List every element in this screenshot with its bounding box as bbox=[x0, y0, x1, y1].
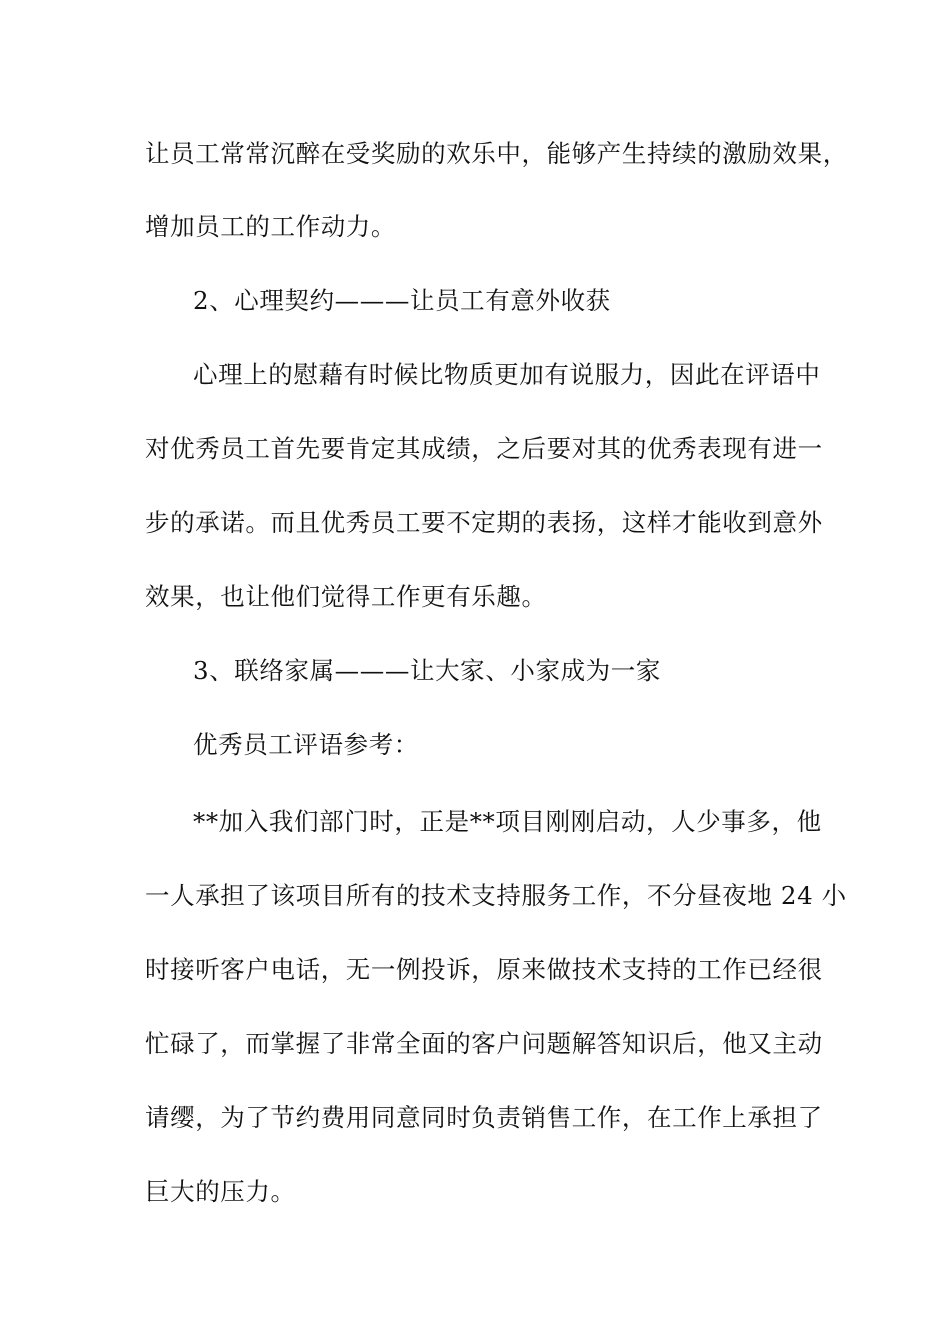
paragraph-line: 请缨，为了节约费用同意同时负责销售工作，在工作上承担了 bbox=[145, 1103, 823, 1132]
paragraph-line: 心理上的慰藉有时候比物质更加有说服力，因此在评语中 bbox=[193, 360, 821, 389]
paragraph-line: 一人承担了该项目所有的技术支持服务工作，不分昼夜地 24 小 bbox=[145, 881, 847, 910]
paragraph-line: 让员工常常沉醉在受奖励的欢乐中，能够产生持续的激励效果， bbox=[145, 139, 848, 168]
paragraph-line: 对优秀员工首先要肯定其成绩，之后要对其的优秀表现有进一 bbox=[145, 434, 823, 463]
paragraph-line: 步的承诺。而且优秀员工要不定期的表扬，这样才能收到意外 bbox=[145, 508, 823, 537]
section-heading: 2、心理契约———让员工有意外收获 bbox=[193, 286, 611, 315]
paragraph-line: 增加员工的工作动力。 bbox=[145, 212, 396, 241]
paragraph-line: 忙碌了，而掌握了非常全面的客户问题解答知识后，他又主动 bbox=[145, 1029, 823, 1058]
paragraph-line: 效果，也让他们觉得工作更有乐趣。 bbox=[145, 582, 547, 611]
subheading: 优秀员工评语参考： bbox=[193, 730, 419, 759]
paragraph-line: 巨大的压力。 bbox=[145, 1177, 296, 1206]
section-heading: 3、联络家属———让大家、小家成为一家 bbox=[193, 656, 661, 685]
paragraph-line: **加入我们部门时，正是**项目刚刚启动，人少事多，他 bbox=[193, 807, 822, 836]
paragraph-line: 时接听客户电话，无一例投诉，原来做技术支持的工作已经很 bbox=[145, 955, 823, 984]
